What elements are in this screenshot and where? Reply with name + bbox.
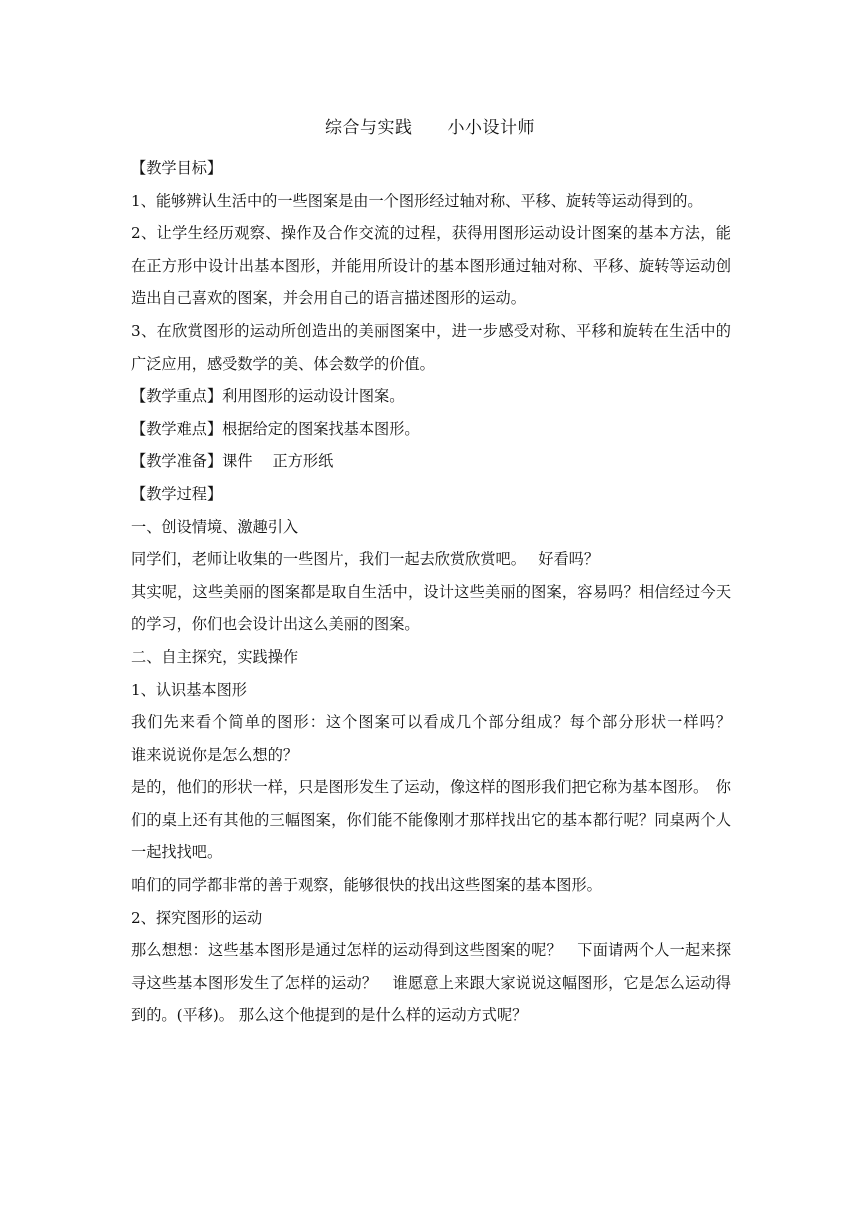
part-heading-1: 一、创设情境、激趣引入 (131, 517, 299, 536)
subheading-shape-motion: 2、探究图形的运动 (131, 908, 263, 927)
preparation: 【教学准备】课件 正方形纸 (131, 452, 334, 471)
document-title: 综合与实践 小小设计师 (325, 118, 535, 138)
paragraph: 那么想想：这些基本图形是通过怎样的运动得到这些图案的呢？ 下面请两个人一起来探寻这些基本图形发生了怎样的运动？ 谁愿意上来跟大家说说这幅图形，它是怎么运动得到的。(平移)。 那么这个他提到的是什么样的运动方式呢？ (131, 941, 731, 1025)
key-point: 【教学重点】利用图形的运动设计图案。 (131, 387, 405, 406)
objective-item-1: 1、能够辨认生活中的一些图案是由一个图形经过轴对称、平移、旋转等运动得到的。 (131, 191, 703, 210)
paragraph: 咱们的同学都非常的善于观察，能够很快的找出这些图案的基本图形。 (131, 876, 602, 895)
document-body (131, 152, 767, 1032)
difficult-point: 【教学难点】根据给定的图案找基本图形。 (131, 419, 420, 438)
paragraph: 其实呢，这些美丽的图案都是取自生活中，设计这些美丽的图案，容易吗？相信经过今天的学习，你们也会设计出这么美丽的图案。 (131, 582, 731, 634)
part-heading-2: 二、自主探究，实践操作 (131, 647, 299, 666)
paragraph: 我们先来看个简单的图形：这个图案可以看成几个部分组成？每个部分形状一样吗？ 谁来说说你是怎么想的？ (131, 713, 767, 764)
paragraph: 是的，他们的形状一样，只是图形发生了运动，像这样的图形我们把它称为基本图形。 你们的桌上还有其他的三幅图案，你们能不能像刚才那样找出它的基本都行呢？同桌两个人一起找找吧。 (131, 778, 731, 862)
section-heading-process: 【教学过程】 (131, 484, 223, 503)
section-heading-objectives: 【教学目标】 (131, 159, 223, 177)
objective-item-2: 2、让学生经历观察、操作及合作交流的过程，获得用图形运动设计图案的基本方法，能在正方形中设计出基本图形，并能用所设计的基本图形通过轴对称、平移、旋转等运动创造出自己喜欢的图案，并会用自己的语言描述图形的运动。 (131, 224, 731, 308)
subheading-basic-shape: 1、认识基本图形 (131, 680, 247, 699)
objective-item-3: 3、在欣赏图形的运动所创造出的美丽图案中，进一步感受对称、平移和旋转在生活中的广泛应用，感受数学的美、体会数学的价值。 (131, 321, 731, 373)
paragraph: 同学们，老师让收集的一些图片，我们一起去欣赏欣赏吧。 好看吗？ (131, 550, 600, 569)
